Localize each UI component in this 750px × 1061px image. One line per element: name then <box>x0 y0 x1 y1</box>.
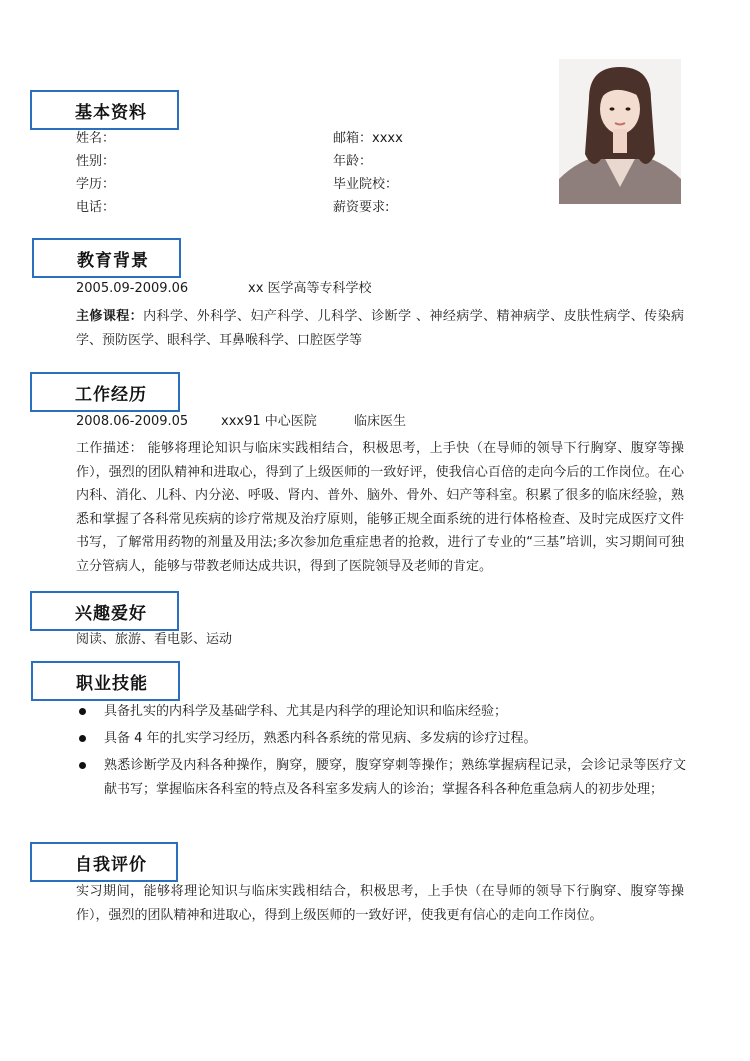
name-field: 姓名： <box>76 131 116 146</box>
section-title-basic: 基本资料 <box>30 90 179 130</box>
work-description: 工作描述： 能够将理论知识与临床实践相结合，积极思考，上手快（在导师的领导下行胸穿、腹穿等操作），强烈的团队精神和进取心，得到了上级医师的一致好评，使我信心百倍的走向今后的工作岗位。在心内科、消化、儿科、内分泌、呼吸、肾内、普外、脑外、骨外、妇产等科室。积累了很多的临床经验，熟悉和掌握了各科常见疾病的诊疗常规及治疗原则，能够正规全面系统的进行体格检查、及时完成医疗文件书写，了解常用药物的剂量及用法;多次参加危重症患者的抢救，进行了专业的“三基”培训，实习期间可独立分管病人，能够与带教老师达成共识，得到了医院领导及老师的肯定。 <box>76 441 684 574</box>
bullet-icon <box>79 708 86 715</box>
education-courses <box>76 305 684 352</box>
skill-item: 熟悉诊断学及内科各种操作，胸穿，腰穿，腹穿穿刺等操作；熟练掌握病程记录，会诊记录等医疗文献书写；掌握临床各科室的特点及各科室多发病人的诊治；掌握各科各种危重急病人的初步处理； <box>104 758 686 797</box>
section-title-hobbies: 兴趣爱好 <box>30 591 179 631</box>
work-period: 2008.06-2009.05 <box>76 414 189 429</box>
education-period: 2005.09-2009.06 <box>76 281 189 296</box>
education-school: xx 医学高等专科学校 <box>248 281 372 296</box>
salary-field: 薪资要求: <box>333 200 390 215</box>
profile-photo <box>559 59 681 204</box>
work-position: 临床医生 <box>354 414 407 429</box>
phone-field: 电话： <box>76 200 116 215</box>
section-title-skills: 职业技能 <box>31 661 180 701</box>
section-title-self: 自我评价 <box>30 842 178 882</box>
degree-field: 学历： <box>76 177 116 192</box>
courses-text: 内科学、外科学、妇产科学、儿科学、诊断学 、神经病学、精神病学、皮肤性病学、传染病学、预防医学、眼科学、耳鼻喉科学、口腔医学等 <box>76 309 684 348</box>
section-title-education: 教育背景 <box>32 238 181 278</box>
hobbies-text: 阅读、旅游、看电影、运动 <box>76 632 233 647</box>
section-title-work: 工作经历 <box>30 372 180 412</box>
skill-item: 具备扎实的内科学及基础学科、尤其是内科学的理论知识和临床经验； <box>104 704 508 719</box>
school-field: 毕业院校： <box>333 177 399 192</box>
work-hospital: xxx91 中心医院 <box>221 414 317 429</box>
bullet-icon <box>79 735 86 742</box>
bullet-icon <box>79 762 86 769</box>
skill-item: 具备 4 年的扎实学习经历，熟悉内科各系统的常见病、多发病的诊疗过程。 <box>104 731 537 746</box>
email-field: 邮箱：xxxx <box>333 131 403 146</box>
gender-field: 性别： <box>76 154 116 169</box>
courses-label: 主修课程： <box>76 309 144 324</box>
age-field: 年龄： <box>333 154 373 169</box>
self-evaluation-text: 实习期间，能够将理论知识与临床实践相结合，积极思考，上手快（在导师的领导下行胸穿、腹穿等操作），强烈的团队精神和进取心，得到上级医师的一致好评，使我更有信心的走向工作岗位。 <box>76 884 684 923</box>
portrait-icon <box>559 59 681 204</box>
